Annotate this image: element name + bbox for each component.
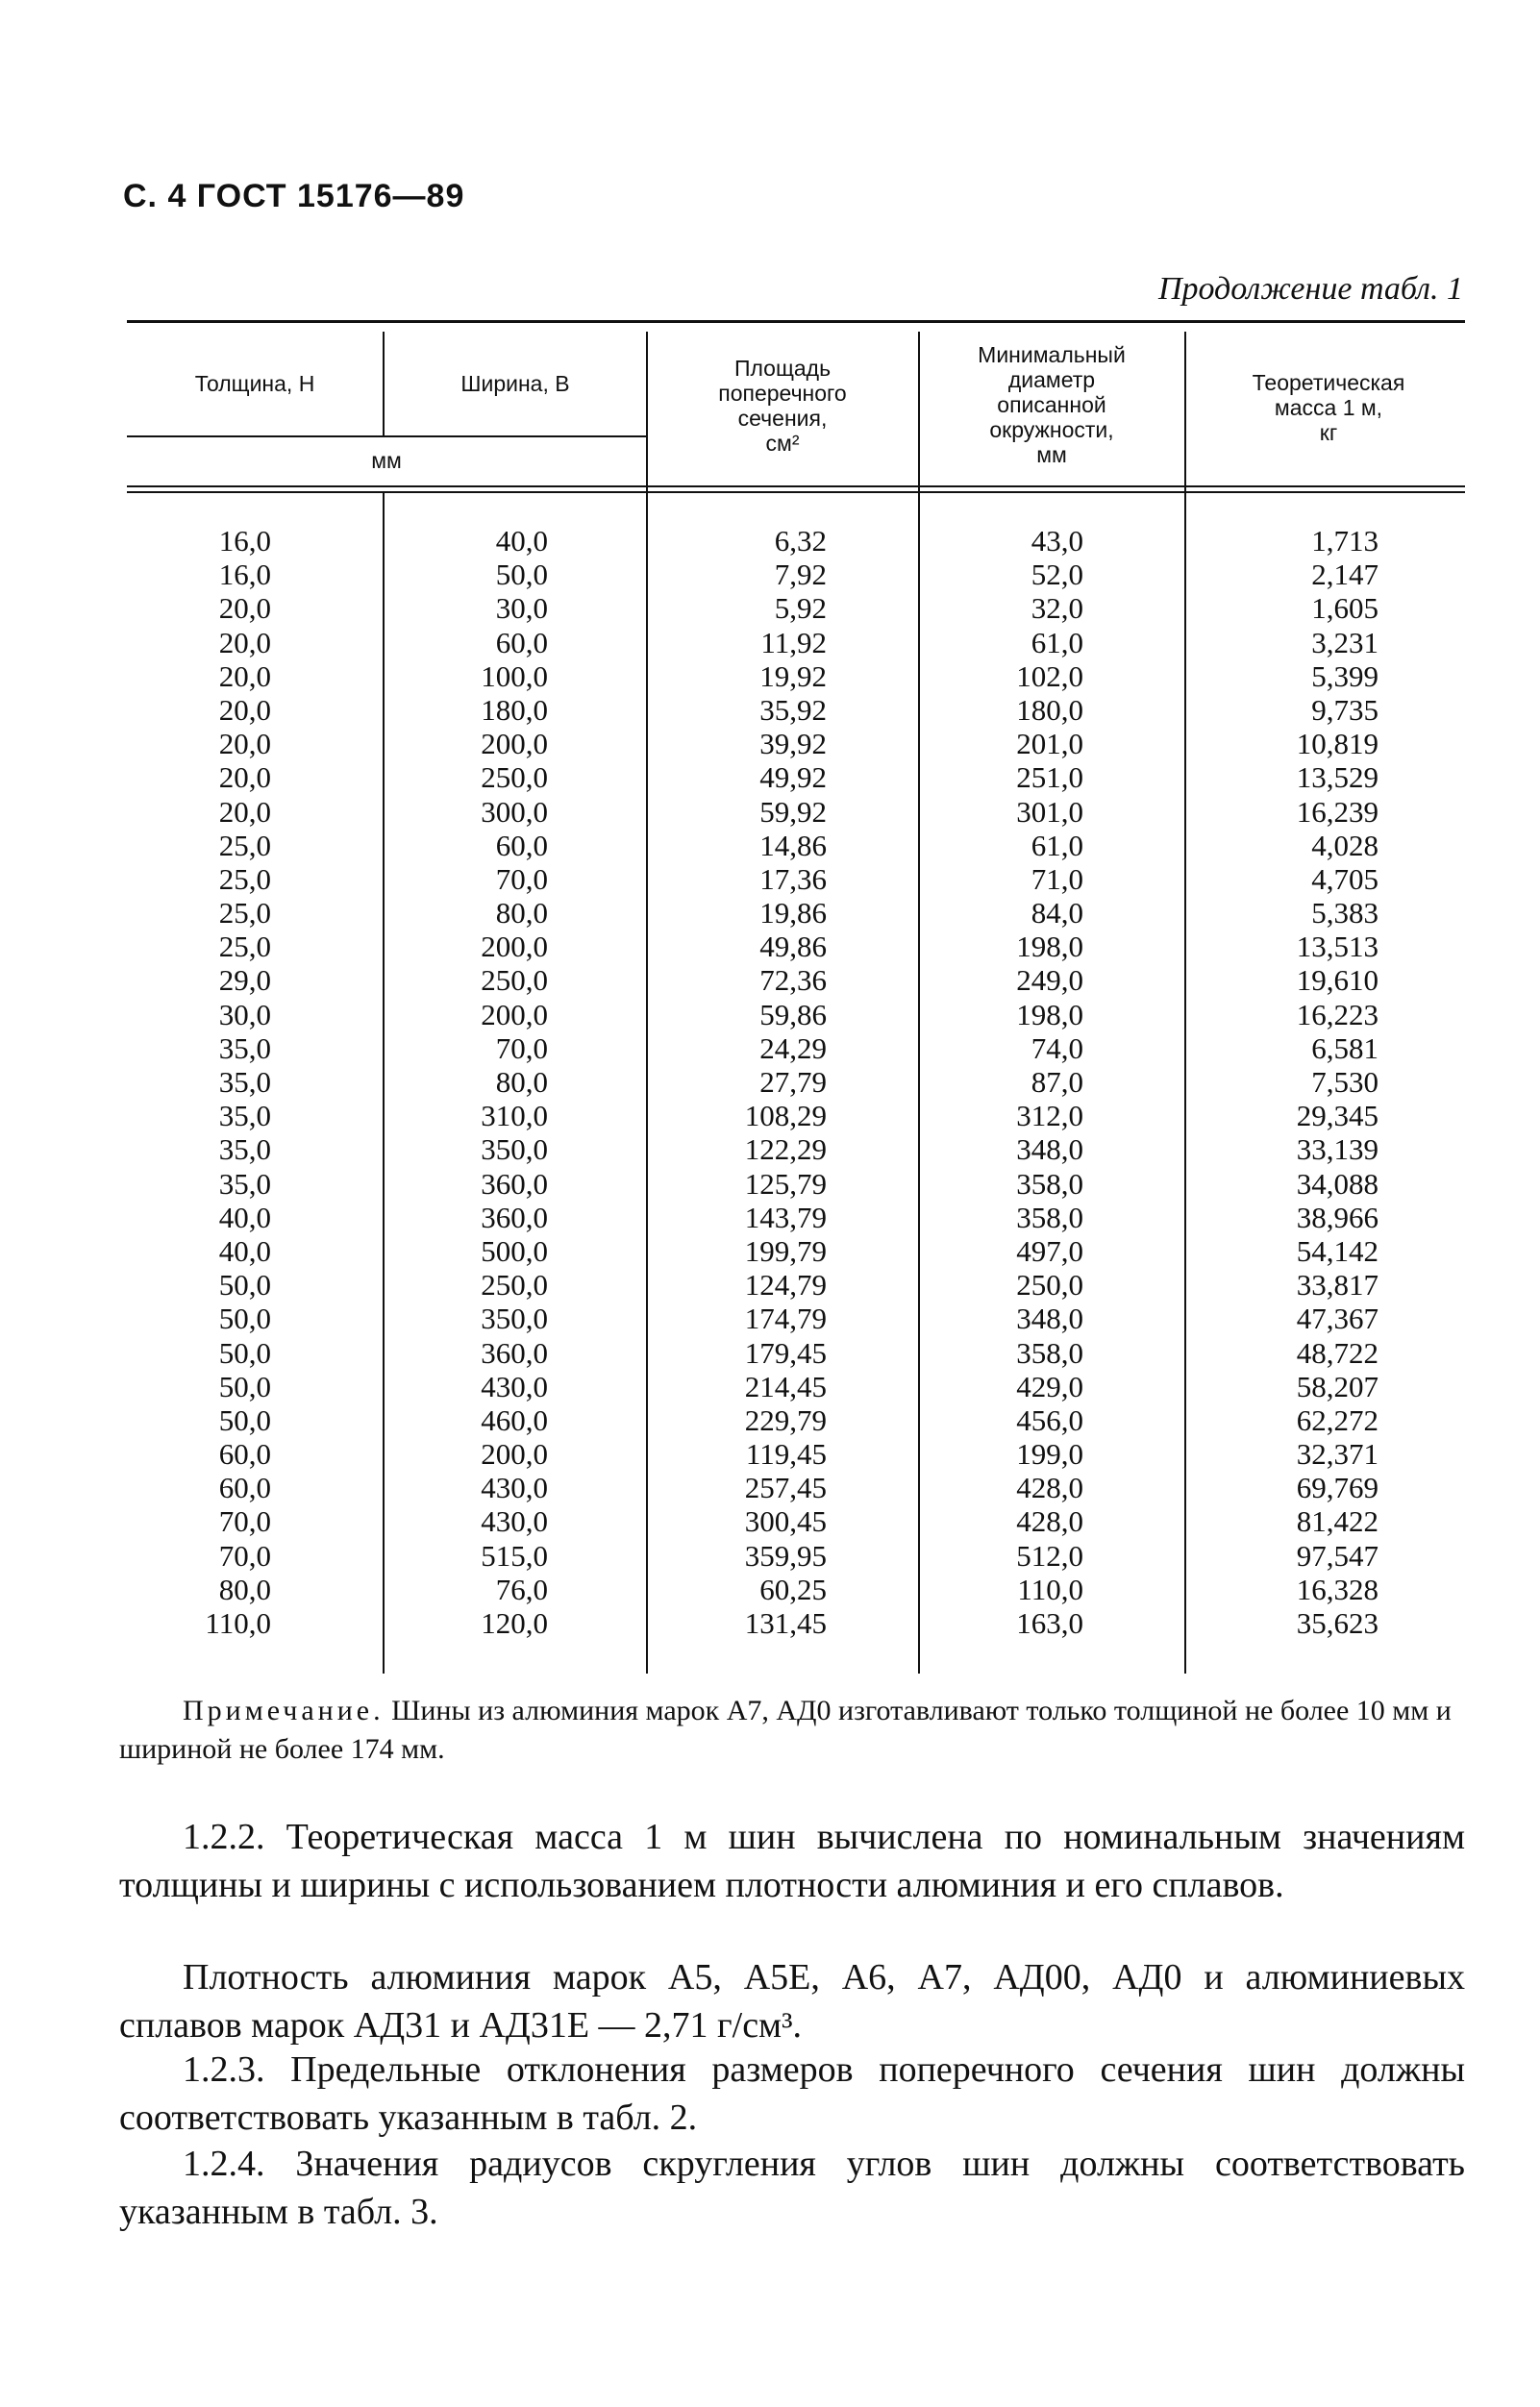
column-width bbox=[404, 524, 548, 1640]
cell-width: 350,0 bbox=[481, 1132, 548, 1167]
cell-diameter: 201,0 bbox=[1016, 727, 1083, 761]
cell-width: 60,0 bbox=[495, 828, 548, 862]
cell-area: 27,79 bbox=[759, 1065, 827, 1099]
cell-mass: 3,231 bbox=[1311, 625, 1379, 659]
header-diameter-line3: описанной bbox=[997, 392, 1106, 417]
cell-width: 300,0 bbox=[481, 794, 548, 829]
table-vline-2 bbox=[646, 332, 648, 1674]
cell-mass: 9,735 bbox=[1311, 692, 1379, 727]
cell-area: 60,25 bbox=[759, 1572, 827, 1606]
table-note bbox=[119, 1692, 1465, 1769]
cell-width: 360,0 bbox=[481, 1200, 548, 1234]
paragraph-1-2-3: 1.2.3. Предельные отклонения размеров поперечного сечения шин должны соответствовать указанным в табл. 2. bbox=[119, 2049, 1465, 2138]
cell-width: 360,0 bbox=[481, 1335, 548, 1370]
cell-thickness: 25,0 bbox=[218, 861, 271, 896]
cell-width: 515,0 bbox=[481, 1538, 548, 1573]
cell-thickness: 20,0 bbox=[218, 692, 271, 727]
cell-width: 100,0 bbox=[481, 658, 548, 693]
header-diameter bbox=[928, 342, 1176, 467]
cell-thickness: 110,0 bbox=[205, 1606, 271, 1640]
cell-mass: 4,705 bbox=[1311, 861, 1379, 896]
cell-width: 250,0 bbox=[481, 760, 548, 795]
cell-diameter: 497,0 bbox=[1016, 1233, 1083, 1268]
cell-diameter: 32,0 bbox=[1031, 591, 1083, 626]
cell-width: 120,0 bbox=[481, 1606, 548, 1640]
header-mass-line3: кг bbox=[1319, 420, 1338, 445]
cell-mass: 32,371 bbox=[1296, 1437, 1379, 1472]
cell-diameter: 312,0 bbox=[1016, 1099, 1083, 1133]
cell-thickness: 35,0 bbox=[218, 1030, 271, 1065]
cell-mass: 81,422 bbox=[1296, 1504, 1379, 1539]
cell-area: 59,86 bbox=[759, 997, 827, 1031]
header-thickness: Толщина, Н bbox=[194, 371, 315, 396]
cell-width: 80,0 bbox=[495, 1065, 548, 1099]
cell-diameter: 456,0 bbox=[1016, 1402, 1083, 1437]
cell-mass: 29,345 bbox=[1296, 1099, 1379, 1133]
cell-area: 300,45 bbox=[744, 1504, 827, 1539]
cell-area: 17,36 bbox=[759, 861, 827, 896]
header-diameter-line2: диаметр bbox=[1007, 367, 1096, 392]
cell-mass: 16,223 bbox=[1296, 997, 1379, 1031]
header-width: Ширина, В bbox=[460, 371, 570, 396]
cell-diameter: 84,0 bbox=[1031, 896, 1083, 931]
cell-diameter: 358,0 bbox=[1016, 1166, 1083, 1201]
cell-diameter: 71,0 bbox=[1031, 861, 1083, 896]
header-diameter-line1: Минимальный bbox=[978, 342, 1126, 367]
cell-mass: 7,530 bbox=[1311, 1065, 1379, 1099]
cell-mass: 4,028 bbox=[1311, 828, 1379, 862]
cell-thickness: 60,0 bbox=[218, 1471, 271, 1505]
cell-mass: 16,328 bbox=[1296, 1572, 1379, 1606]
header-diameter-line4: окружности, bbox=[989, 417, 1114, 442]
cell-thickness: 25,0 bbox=[218, 896, 271, 931]
cell-diameter: 250,0 bbox=[1016, 1268, 1083, 1303]
cell-mass: 5,399 bbox=[1311, 658, 1379, 693]
cell-width: 430,0 bbox=[481, 1504, 548, 1539]
cell-thickness: 20,0 bbox=[218, 591, 271, 626]
cell-width: 360,0 bbox=[481, 1166, 548, 1201]
header-mass-line2: масса 1 м, bbox=[1274, 395, 1383, 420]
cell-mass: 34,088 bbox=[1296, 1166, 1379, 1201]
cell-width: 200,0 bbox=[481, 1437, 548, 1472]
cell-area: 108,29 bbox=[744, 1099, 827, 1133]
cell-area: 19,86 bbox=[759, 896, 827, 931]
table-vline-1b bbox=[383, 493, 385, 1674]
cell-width: 200,0 bbox=[481, 727, 548, 761]
header-area bbox=[656, 356, 909, 456]
cell-area: 7,92 bbox=[774, 558, 827, 592]
cell-area: 125,79 bbox=[744, 1166, 827, 1201]
cell-diameter: 198,0 bbox=[1016, 997, 1083, 1031]
cell-diameter: 429,0 bbox=[1016, 1369, 1083, 1403]
cell-diameter: 358,0 bbox=[1016, 1335, 1083, 1370]
cell-thickness: 50,0 bbox=[218, 1268, 271, 1303]
cell-thickness: 35,0 bbox=[218, 1065, 271, 1099]
cell-area: 49,92 bbox=[759, 760, 827, 795]
cell-mass: 58,207 bbox=[1296, 1369, 1379, 1403]
header-area-line2: поперечного bbox=[718, 381, 847, 406]
cell-diameter: 512,0 bbox=[1016, 1538, 1083, 1573]
cell-area: 359,95 bbox=[744, 1538, 827, 1573]
cell-area: 143,79 bbox=[744, 1200, 827, 1234]
cell-mass: 13,529 bbox=[1296, 760, 1379, 795]
paragraph-1-2-2: 1.2.2. Теоретическая масса 1 м шин вычислена по номинальным значениям толщины и ширины с использованием плотности алюминия и его сплавов. bbox=[119, 1817, 1465, 1905]
cell-mass: 47,367 bbox=[1296, 1302, 1379, 1336]
cell-diameter: 102,0 bbox=[1016, 658, 1083, 693]
cell-width: 70,0 bbox=[495, 861, 548, 896]
table-header-rule-1 bbox=[127, 485, 1465, 487]
cell-width: 70,0 bbox=[495, 1030, 548, 1065]
cell-mass: 62,272 bbox=[1296, 1402, 1379, 1437]
cell-mass: 13,513 bbox=[1296, 930, 1379, 964]
header-unit-mm: мм bbox=[371, 448, 402, 473]
cell-mass: 2,147 bbox=[1311, 558, 1379, 592]
cell-area: 119,45 bbox=[745, 1437, 827, 1472]
cell-thickness: 50,0 bbox=[218, 1302, 271, 1336]
column-thickness bbox=[144, 524, 271, 1640]
cell-mass: 33,139 bbox=[1296, 1132, 1379, 1167]
cell-thickness: 20,0 bbox=[218, 658, 271, 693]
cell-width: 250,0 bbox=[481, 963, 548, 998]
cell-diameter: 428,0 bbox=[1016, 1471, 1083, 1505]
cell-area: 5,92 bbox=[774, 591, 827, 626]
cell-width: 250,0 bbox=[481, 1268, 548, 1303]
cell-width: 200,0 bbox=[481, 930, 548, 964]
cell-mass: 10,819 bbox=[1296, 727, 1379, 761]
paragraph-1-2-4: 1.2.4. Значения радиусов скругления углов шин должны соответствовать указанным в табл. 3. bbox=[119, 2144, 1465, 2232]
header-diameter-line5: мм bbox=[1036, 442, 1067, 467]
cell-area: 229,79 bbox=[744, 1402, 827, 1437]
cell-mass: 48,722 bbox=[1296, 1335, 1379, 1370]
cell-mass: 38,966 bbox=[1296, 1200, 1379, 1234]
cell-area: 24,29 bbox=[759, 1030, 827, 1065]
cell-area: 59,92 bbox=[759, 794, 827, 829]
cell-width: 430,0 bbox=[481, 1369, 548, 1403]
cell-mass: 1,605 bbox=[1311, 591, 1379, 626]
cell-width: 460,0 bbox=[481, 1402, 548, 1437]
cell-area: 131,45 bbox=[744, 1606, 827, 1640]
cell-thickness: 50,0 bbox=[218, 1369, 271, 1403]
cell-thickness: 50,0 bbox=[218, 1402, 271, 1437]
cell-thickness: 25,0 bbox=[218, 930, 271, 964]
table-vline-3 bbox=[918, 332, 920, 1674]
cell-thickness: 25,0 bbox=[218, 828, 271, 862]
cell-area: 19,92 bbox=[759, 658, 827, 693]
cell-area: 35,92 bbox=[759, 692, 827, 727]
cell-thickness: 16,0 bbox=[218, 558, 271, 592]
cell-thickness: 70,0 bbox=[218, 1504, 271, 1539]
cell-diameter: 251,0 bbox=[1016, 760, 1083, 795]
cell-thickness: 40,0 bbox=[218, 1200, 271, 1234]
cell-diameter: 348,0 bbox=[1016, 1302, 1083, 1336]
cell-thickness: 35,0 bbox=[218, 1099, 271, 1133]
cell-mass: 54,142 bbox=[1296, 1233, 1379, 1268]
cell-width: 80,0 bbox=[495, 896, 548, 931]
cell-area: 39,92 bbox=[759, 727, 827, 761]
column-mass bbox=[1202, 524, 1379, 1640]
cell-thickness: 20,0 bbox=[218, 625, 271, 659]
cell-diameter: 87,0 bbox=[1031, 1065, 1083, 1099]
cell-area: 124,79 bbox=[744, 1268, 827, 1303]
header-mass-line1: Теоретическая bbox=[1252, 370, 1405, 395]
cell-thickness: 16,0 bbox=[218, 524, 271, 558]
cell-area: 257,45 bbox=[744, 1471, 827, 1505]
table-vline-4 bbox=[1184, 332, 1186, 1674]
cell-thickness: 80,0 bbox=[218, 1572, 271, 1606]
cell-width: 310,0 bbox=[481, 1099, 548, 1133]
cell-mass: 33,817 bbox=[1296, 1268, 1379, 1303]
page-header: С. 4 ГОСТ 15176—89 bbox=[123, 178, 465, 214]
cell-mass: 5,383 bbox=[1311, 896, 1379, 931]
cell-thickness: 20,0 bbox=[218, 727, 271, 761]
cell-area: 122,29 bbox=[744, 1132, 827, 1167]
note-label: Примечание. bbox=[183, 1695, 385, 1726]
cell-area: 72,36 bbox=[759, 963, 827, 998]
cell-thickness: 70,0 bbox=[218, 1538, 271, 1573]
cell-diameter: 428,0 bbox=[1016, 1504, 1083, 1539]
cell-width: 50,0 bbox=[495, 558, 548, 592]
cell-diameter: 348,0 bbox=[1016, 1132, 1083, 1167]
cell-thickness: 35,0 bbox=[218, 1132, 271, 1167]
cell-area: 199,79 bbox=[744, 1233, 827, 1268]
cell-diameter: 163,0 bbox=[1016, 1606, 1083, 1640]
cell-thickness: 29,0 bbox=[218, 963, 271, 998]
table-unit-rule bbox=[127, 435, 646, 437]
table-header-rule-2 bbox=[127, 491, 1465, 493]
cell-diameter: 61,0 bbox=[1031, 625, 1083, 659]
header-mass bbox=[1192, 370, 1465, 445]
cell-width: 30,0 bbox=[495, 591, 548, 626]
cell-mass: 69,769 bbox=[1296, 1471, 1379, 1505]
header-area-line1: Площадь bbox=[733, 356, 832, 381]
cell-area: 11,92 bbox=[760, 625, 827, 659]
cell-thickness: 60,0 bbox=[218, 1437, 271, 1472]
cell-diameter: 199,0 bbox=[1016, 1437, 1083, 1472]
cell-diameter: 74,0 bbox=[1031, 1030, 1083, 1065]
cell-area: 179,45 bbox=[744, 1335, 827, 1370]
cell-thickness: 30,0 bbox=[218, 997, 271, 1031]
cell-diameter: 52,0 bbox=[1031, 558, 1083, 592]
cell-mass: 1,713 bbox=[1311, 524, 1379, 558]
cell-width: 76,0 bbox=[495, 1572, 548, 1606]
cell-area: 6,32 bbox=[774, 524, 827, 558]
cell-diameter: 180,0 bbox=[1016, 692, 1083, 727]
cell-diameter: 43,0 bbox=[1031, 524, 1083, 558]
table-continuation-label: Продолжение табл. 1 bbox=[1157, 271, 1463, 307]
column-area bbox=[673, 524, 827, 1640]
cell-diameter: 110,0 bbox=[1017, 1572, 1083, 1606]
cell-area: 14,86 bbox=[759, 828, 827, 862]
cell-mass: 35,623 bbox=[1296, 1606, 1379, 1640]
cell-area: 214,45 bbox=[744, 1369, 827, 1403]
cell-thickness: 40,0 bbox=[218, 1233, 271, 1268]
cell-diameter: 61,0 bbox=[1031, 828, 1083, 862]
column-diameter bbox=[937, 524, 1083, 1640]
cell-area: 174,79 bbox=[744, 1302, 827, 1336]
table-vline-1a bbox=[383, 332, 385, 435]
cell-width: 200,0 bbox=[481, 997, 548, 1031]
cell-mass: 19,610 bbox=[1296, 963, 1379, 998]
table-top-rule bbox=[127, 320, 1465, 323]
cell-width: 430,0 bbox=[481, 1471, 548, 1505]
cell-mass: 97,547 bbox=[1296, 1538, 1379, 1573]
cell-width: 40,0 bbox=[495, 524, 548, 558]
cell-width: 60,0 bbox=[495, 625, 548, 659]
cell-diameter: 301,0 bbox=[1016, 794, 1083, 829]
cell-thickness: 50,0 bbox=[218, 1335, 271, 1370]
header-area-line4: см² bbox=[765, 431, 800, 456]
cell-mass: 16,239 bbox=[1296, 794, 1379, 829]
cell-thickness: 20,0 bbox=[218, 760, 271, 795]
cell-mass: 6,581 bbox=[1311, 1030, 1379, 1065]
cell-diameter: 358,0 bbox=[1016, 1200, 1083, 1234]
cell-width: 350,0 bbox=[481, 1302, 548, 1336]
cell-area: 49,86 bbox=[759, 930, 827, 964]
note-text: Шины из алюминия марок А7, АД0 изготавливают только толщиной не более 10 мм и шириной не более 174 мм. bbox=[119, 1695, 1452, 1765]
cell-width: 500,0 bbox=[481, 1233, 548, 1268]
cell-thickness: 20,0 bbox=[218, 794, 271, 829]
paragraph-density: Плотность алюминия марок А5, А5Е, А6, А7, АД00, АД0 и алюминиевых сплавов марок АД31 и АД31Е — 2,71 г/см³. bbox=[119, 1957, 1465, 2046]
cell-diameter: 249,0 bbox=[1016, 963, 1083, 998]
cell-thickness: 35,0 bbox=[218, 1166, 271, 1201]
header-area-line3: сечения, bbox=[737, 406, 828, 431]
cell-width: 180,0 bbox=[481, 692, 548, 727]
cell-diameter: 198,0 bbox=[1016, 930, 1083, 964]
